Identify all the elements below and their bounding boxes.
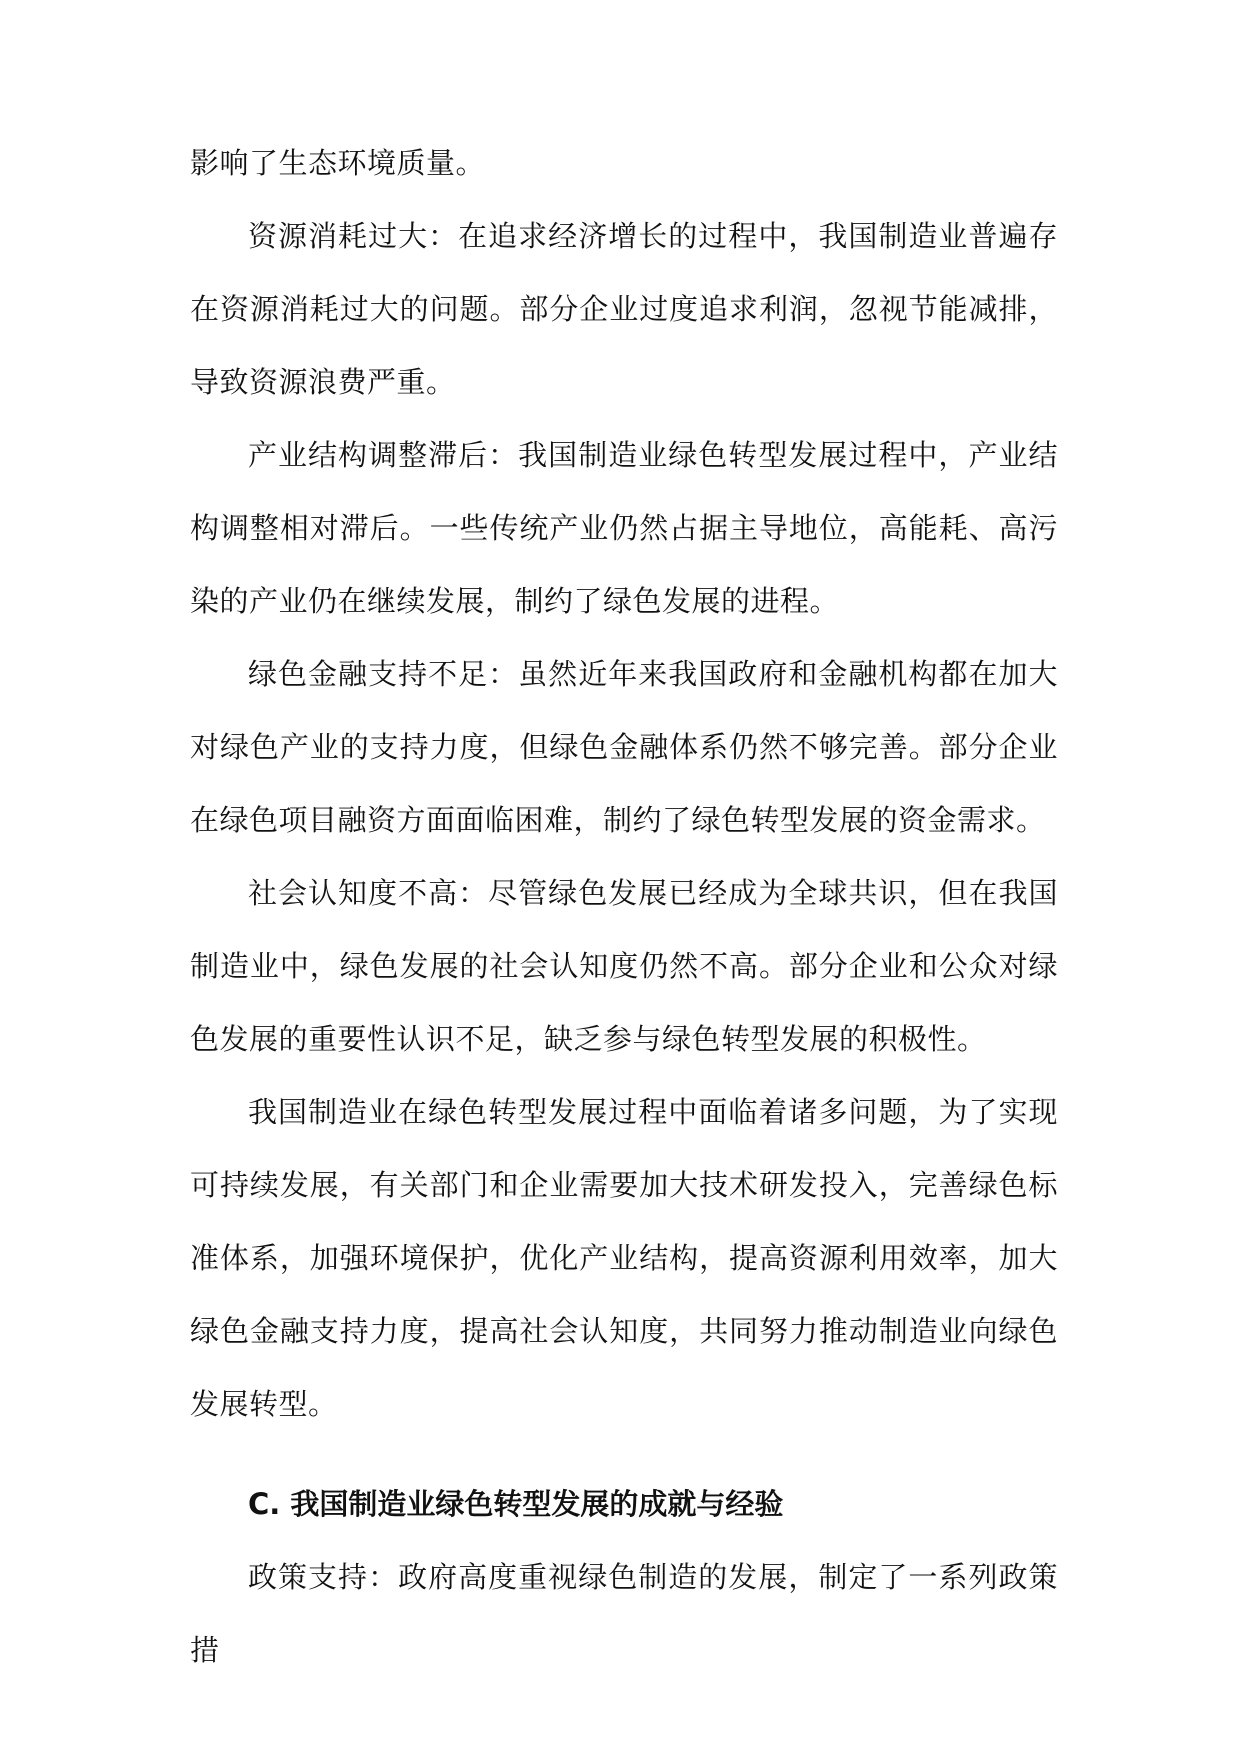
paragraph-summary: 我国制造业在绿色转型发展过程中面临着诸多问题，为了实现可持续发展，有关部门和企业需要加大技术研发投入，完善绿色标准体系，加强环境保护，优化产业结构，提高资源利用效率，加大绿色金融支持力度，提高社会认知度，共同努力推动制造业向绿色发展转型。 bbox=[190, 1095, 1058, 1421]
paragraph-resource-consumption: 资源消耗过大：在追求经济增长的过程中，我国制造业普遍存在资源消耗过大的问题。部分企业过度追求利润，忽视节能减排，导致资源浪费严重。 bbox=[190, 219, 1058, 399]
paragraph-green-finance: 绿色金融支持不足：虽然近年来我国政府和金融机构都在加大对绿色产业的支持力度，但绿色金融体系仍然不够完善。部分企业在绿色项目融资方面面临困难，制约了绿色转型发展的资金需求。 bbox=[190, 657, 1058, 837]
paragraph-policy-support: 政策支持：政府高度重视绿色制造的发展，制定了一系列政策措 bbox=[190, 1560, 1058, 1667]
paragraph-industrial-structure: 产业结构调整滞后：我国制造业绿色转型发展过程中，产业结构调整相对滞后。一些传统产业仍然占据主导地位，高能耗、高污染的产业仍在继续发展，制约了绿色发展的进程。 bbox=[190, 438, 1058, 618]
section-heading: C. 我国制造业绿色转型发展的成就与经验 bbox=[248, 1487, 784, 1521]
continuation-text: 影响了生态环境质量。 bbox=[190, 146, 486, 180]
paragraph-social-awareness: 社会认知度不高：尽管绿色发展已经成为全球共识，但在我国制造业中，绿色发展的社会认知度仍然不高。部分企业和公众对绿色发展的重要性认识不足，缺乏参与绿色转型发展的积极性。 bbox=[190, 876, 1058, 1056]
